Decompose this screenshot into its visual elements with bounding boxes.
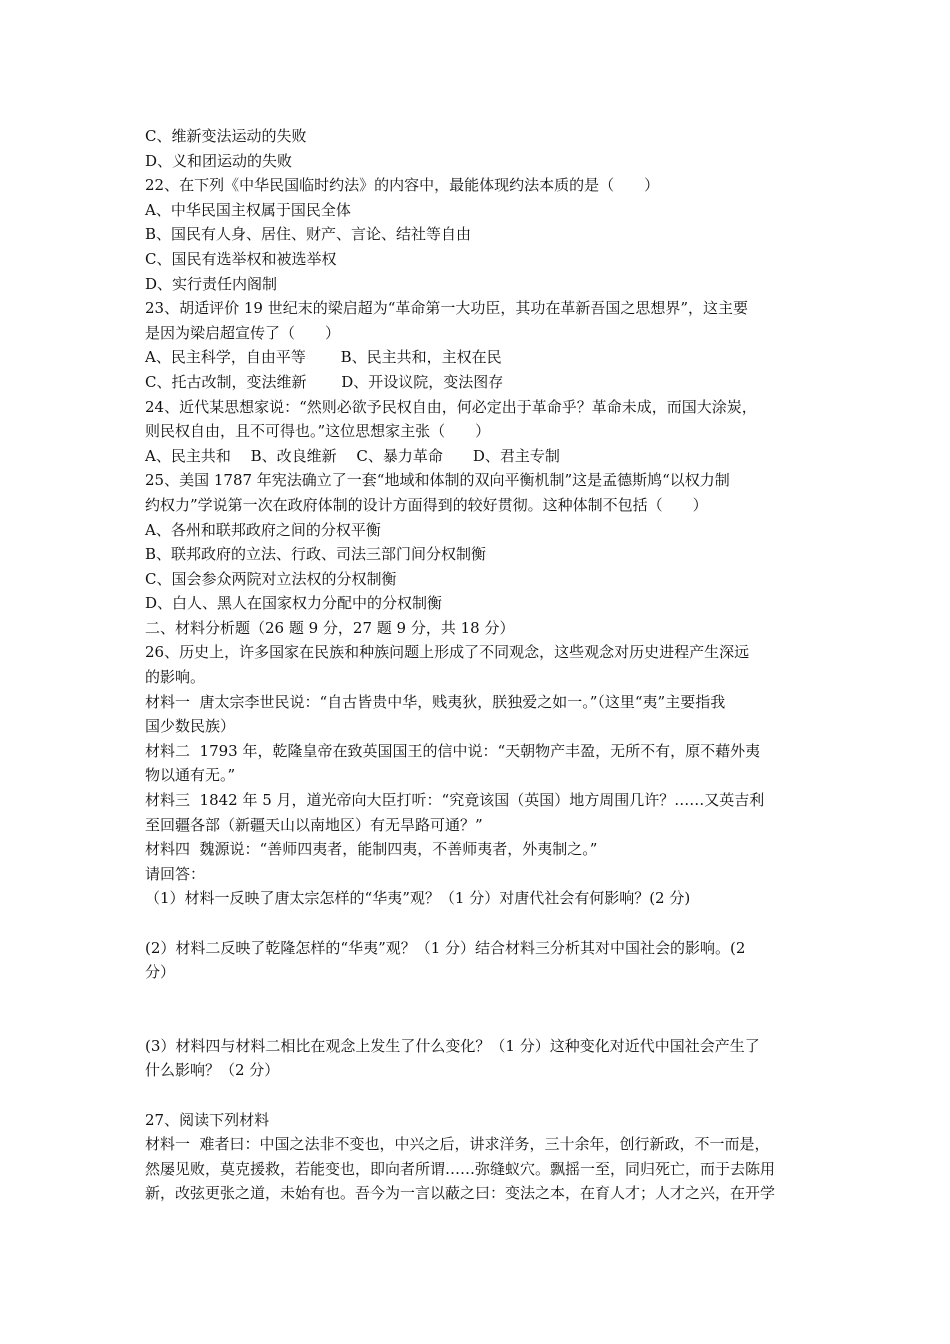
exam-page (145, 124, 809, 1206)
q26-sub1: （1）材料一反映了唐太宗怎样的“华夷”观？（1 分）对唐代社会有何影响？(2 分) (145, 889, 691, 908)
q22-option-c: C、国民有选举权和被选举权 (145, 249, 337, 268)
q24-options: A、民主共和 B、改良维新 C、暴力革命 D、君主专制 (145, 446, 560, 465)
q25-stem-line2: 约权力”学说第一次在政府体制的设计方面得到的较好贯彻。这种体制不包括（ ） (145, 495, 708, 514)
q26-sub3-line2: 什么影响？（2 分） (145, 1061, 280, 1080)
q26-sub2-line2: 分） (145, 963, 176, 982)
q22-option-a: A、中华民国主权属于国民全体 (145, 200, 351, 219)
q23-stem-line2: 是因为梁启超宣传了（ ） (145, 323, 341, 342)
q26-material2-line2: 物以通有无。” (145, 766, 236, 785)
q25-option-d: D、白人、黑人在国家权力分配中的分权制衡 (145, 594, 443, 613)
q25-option-b: B、联邦政府的立法、行政、司法三部门间分权制衡 (145, 545, 487, 564)
answer-space (145, 985, 809, 1034)
q26-sub2-line1: (2）材料二反映了乾隆怎样的“华夷”观？（1 分）结合材料三分析其对中国社会的影响。(2 (145, 938, 746, 957)
q25-stem-line1: 25、美国 1787 年宪法确立了一套“地域和体制的双向平衡机制”这是孟德斯鸠“以权力制 (145, 471, 730, 490)
q25-option-a: A、各州和联邦政府之间的分权平衡 (145, 520, 381, 539)
q23-options-cd: C、托古改制，变法维新 D、开设议院，变法图存 (145, 372, 504, 391)
q22-option-b: B、国民有人身、居住、财产、言论、结社等自由 (145, 225, 472, 244)
q27-stem: 27、阅读下列材料 (145, 1110, 270, 1129)
q24-stem-line2: 则民权自由，且不可得也。”这位思想家主张（ ） (145, 422, 491, 441)
q27-material1-line2: 然屡见败，莫克援救，若能变也，即向者所谓……弥缝蚁穴。飘摇一至，同归死亡，而于去陈用 (145, 1159, 776, 1178)
section2-heading: 二、材料分析题（26 题 9 分，27 题 9 分，共 18 分） (145, 618, 515, 637)
q26-material2-line1: 材料二 1793 年，乾隆皇帝在致英国国王的信中说：“天朝物产丰盈，无所不有，原不藉外夷 (145, 741, 761, 760)
q26-stem-line1: 26、历史上，许多国家在民族和种族问题上形成了不同观念，这些观念对历史进程产生深远 (145, 643, 750, 662)
q26-stem-line2: 的影响。 (145, 668, 206, 687)
q22-stem: 22、在下列《中华民国临时约法》的内容中，最能体现约法本质的是（ ） (145, 176, 660, 195)
q26-material3-line2: 至回疆各部（新疆天山以南地区）有无旱路可通？” (145, 815, 483, 834)
q24-stem-line1: 24、近代某思想家说：“然则必欲予民权自由，何必定出于革命乎？革命未成，而国大涂炭， (145, 397, 757, 416)
q21-option-d: D、义和团运动的失败 (145, 151, 293, 170)
q27-material1-line1: 材料一 难者曰：中国之法非不变也，中兴之后，讲求洋务，三十余年，创行新政，不一而是， (145, 1135, 770, 1154)
q26-material1-line2: 国少数民族） (145, 717, 236, 736)
q23-stem-line1: 23、胡适评价 19 世纪末的梁启超为“革命第一大功臣，其功在革新吾国之思想界”，这主要 (145, 299, 749, 318)
q25-option-c: C、国会参众两院对立法权的分权制衡 (145, 569, 397, 588)
answer-space (145, 911, 809, 936)
q26-sub3-line1: (3）材料四与材料二相比在观念上发生了什么变化？（1 分）这种变化对近代中国社会产生了 (145, 1036, 760, 1055)
q26-ask: 请回答： (145, 864, 206, 883)
q21-option-c: C、维新变法运动的失败 (145, 127, 307, 145)
q27-material1-line3: 新，改弦更张之道，未始有也。吾今为一言以蔽之曰：变法之本，在育人才；人才之兴，在开学 (145, 1184, 776, 1203)
answer-space (145, 1083, 809, 1108)
q26-material3-line1: 材料三 1842 年 5 月，道光帝向大臣打听：“究竟该国（英国）地方周围几许？……又英吉利 (145, 791, 765, 810)
q23-options-ab: A、民主科学，自由平等 B、民主共和，主权在民 (145, 348, 502, 367)
q26-material1-line1: 材料一 唐太宗李世民说：“自古皆贵中华，贱夷狄，朕独爱之如一。”（这里“夷”主要指我 (145, 692, 726, 711)
q22-option-d: D、实行责任内阁制 (145, 274, 278, 293)
q26-material4: 材料四 魏源说：“善师四夷者，能制四夷，不善师夷者，外夷制之。” (145, 840, 598, 859)
